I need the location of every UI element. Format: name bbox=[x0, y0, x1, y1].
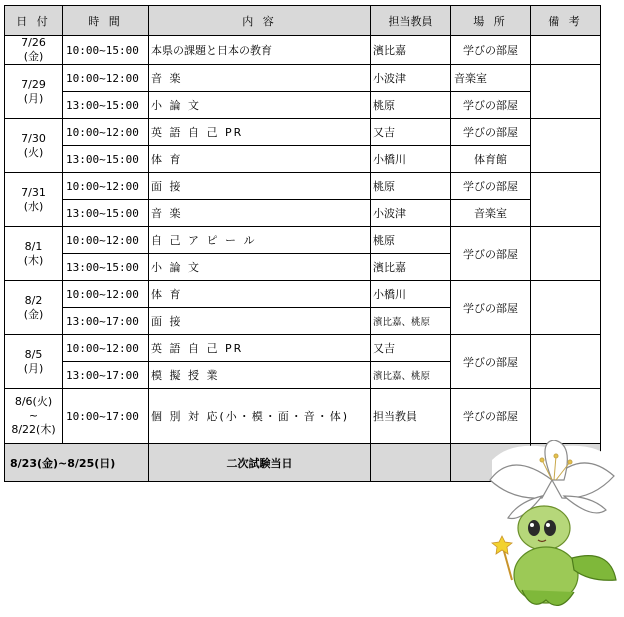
content-cell: 面 接 bbox=[149, 173, 371, 200]
teacher-cell: 又吉 bbox=[371, 335, 451, 362]
content-cell: 小 論 文 bbox=[149, 92, 371, 119]
place-cell: 学びの部屋 bbox=[451, 92, 531, 119]
place-cell: 学びの部屋 bbox=[451, 173, 531, 200]
header-time: 時 間 bbox=[63, 6, 149, 36]
weekday: (木) bbox=[23, 253, 44, 267]
teacher-cell: 桃原 bbox=[371, 173, 451, 200]
date-cell bbox=[5, 173, 63, 227]
date-cell bbox=[5, 65, 63, 119]
place-cell: 学びの部屋 bbox=[451, 335, 531, 389]
exam-date-cell: 8/23(金)~8/25(日) bbox=[5, 444, 149, 482]
content-cell: 自 己 ア ピ ー ル bbox=[149, 227, 371, 254]
teacher-cell: 担当教員 bbox=[371, 389, 451, 444]
time-cell: 10:00~17:00 bbox=[63, 389, 149, 444]
teacher-cell: 小波津 bbox=[371, 65, 451, 92]
teacher-cell: 濱比嘉 bbox=[371, 254, 451, 281]
weekday: (金) bbox=[23, 307, 44, 321]
time-cell: 13:00~17:00 bbox=[63, 308, 149, 335]
header-content: 内 容 bbox=[149, 6, 371, 36]
notes-cell bbox=[531, 227, 601, 281]
content-cell: 体 育 bbox=[149, 281, 371, 308]
notes-cell bbox=[531, 119, 601, 173]
date-line: 7/29 bbox=[21, 77, 46, 91]
content-cell: 模 擬 授 業 bbox=[149, 362, 371, 389]
teacher-cell: 小波津 bbox=[371, 200, 451, 227]
schedule-table bbox=[4, 5, 601, 482]
notes-cell bbox=[531, 173, 601, 227]
exam-label-cell: 二次試験当日 bbox=[149, 444, 371, 482]
content-cell: 英 語 自 己 PR bbox=[149, 119, 371, 146]
table-row bbox=[5, 389, 601, 444]
date-line: 7/30 bbox=[21, 131, 46, 145]
date-cell bbox=[5, 389, 63, 444]
time-cell: 13:00~15:00 bbox=[63, 92, 149, 119]
table-row bbox=[5, 92, 601, 119]
header-teacher: 担当教員 bbox=[371, 6, 451, 36]
content-cell: 小 論 文 bbox=[149, 254, 371, 281]
date-line: 8/6(火) bbox=[14, 395, 53, 408]
place-cell: 学びの部屋 bbox=[451, 281, 531, 335]
table-row bbox=[5, 200, 601, 227]
notes-cell bbox=[531, 281, 601, 335]
date-line: 8/1 bbox=[24, 239, 43, 253]
content-cell: 体 育 bbox=[149, 146, 371, 173]
notes-cell bbox=[531, 65, 601, 119]
date-line: 8/2 bbox=[24, 293, 43, 307]
notes-cell bbox=[531, 389, 601, 444]
place-cell: 学びの部屋 bbox=[451, 36, 531, 65]
time-cell: 13:00~17:00 bbox=[63, 362, 149, 389]
lily-flower-mascot-icon bbox=[482, 440, 622, 616]
weekday: (金) bbox=[23, 50, 44, 63]
time-cell: 10:00~12:00 bbox=[63, 173, 149, 200]
date-cell bbox=[5, 335, 63, 389]
content-cell: 英 語 自 己 PR bbox=[149, 335, 371, 362]
teacher-cell: 濱比嘉、桃原 bbox=[371, 308, 451, 335]
weekday: (水) bbox=[23, 199, 44, 213]
teacher-cell: 小橋川 bbox=[371, 281, 451, 308]
date-line: 8/22(木) bbox=[11, 423, 56, 436]
time-cell: 13:00~15:00 bbox=[63, 200, 149, 227]
table-row bbox=[5, 281, 601, 308]
notes-cell bbox=[531, 36, 601, 65]
time-cell: 10:00~12:00 bbox=[63, 281, 149, 308]
teacher-cell: 小橋川 bbox=[371, 146, 451, 173]
weekday: (火) bbox=[23, 145, 44, 159]
teacher-cell: 又吉 bbox=[371, 119, 451, 146]
time-cell: 10:00~12:00 bbox=[63, 227, 149, 254]
time-cell: 13:00~15:00 bbox=[63, 146, 149, 173]
table-row bbox=[5, 36, 601, 65]
date-cell bbox=[5, 281, 63, 335]
table-row bbox=[5, 65, 601, 92]
teacher-cell: 濱比嘉 bbox=[371, 36, 451, 65]
table-row bbox=[5, 173, 601, 200]
place-cell: 音楽室 bbox=[451, 200, 531, 227]
time-cell: 10:00~12:00 bbox=[63, 65, 149, 92]
place-cell: 音楽室 bbox=[451, 65, 531, 92]
table-row bbox=[5, 119, 601, 146]
date-cell bbox=[5, 119, 63, 173]
weekday: (月) bbox=[23, 91, 44, 105]
content-cell: 音 楽 bbox=[149, 65, 371, 92]
header-date: 日 付 bbox=[5, 6, 63, 36]
exam-teacher-cell bbox=[371, 444, 451, 482]
teacher-cell: 桃原 bbox=[371, 92, 451, 119]
table-row bbox=[5, 227, 601, 254]
weekday: (月) bbox=[23, 361, 44, 375]
date-cell bbox=[5, 227, 63, 281]
table-row bbox=[5, 146, 601, 173]
time-cell: 10:00~15:00 bbox=[63, 36, 149, 65]
time-cell: 10:00~12:00 bbox=[63, 335, 149, 362]
place-cell: 学びの部屋 bbox=[451, 389, 531, 444]
content-cell: 音 楽 bbox=[149, 200, 371, 227]
place-cell: 体育館 bbox=[451, 146, 531, 173]
date-line: 7/31 bbox=[21, 185, 46, 199]
header-place: 場 所 bbox=[451, 6, 531, 36]
notes-cell bbox=[531, 335, 601, 389]
table-row bbox=[5, 335, 601, 362]
content-cell: 本県の課題と日本の教育 bbox=[149, 36, 371, 65]
date-line: 7/26 bbox=[21, 36, 46, 49]
content-cell: 面 接 bbox=[149, 308, 371, 335]
date-cell bbox=[5, 36, 63, 65]
header-row bbox=[5, 6, 601, 36]
time-cell: 13:00~15:00 bbox=[63, 254, 149, 281]
teacher-cell: 濱比嘉、桃原 bbox=[371, 362, 451, 389]
date-line: 8/5 bbox=[24, 347, 43, 361]
time-cell: 10:00~12:00 bbox=[63, 119, 149, 146]
header-notes: 備 考 bbox=[531, 6, 601, 36]
place-cell: 学びの部屋 bbox=[451, 119, 531, 146]
teacher-cell: 桃原 bbox=[371, 227, 451, 254]
content-cell: 個 別 対 応(小・模・面・音・体) bbox=[149, 389, 371, 444]
place-cell: 学びの部屋 bbox=[451, 227, 531, 281]
date-range-separator: ~ bbox=[28, 409, 39, 422]
